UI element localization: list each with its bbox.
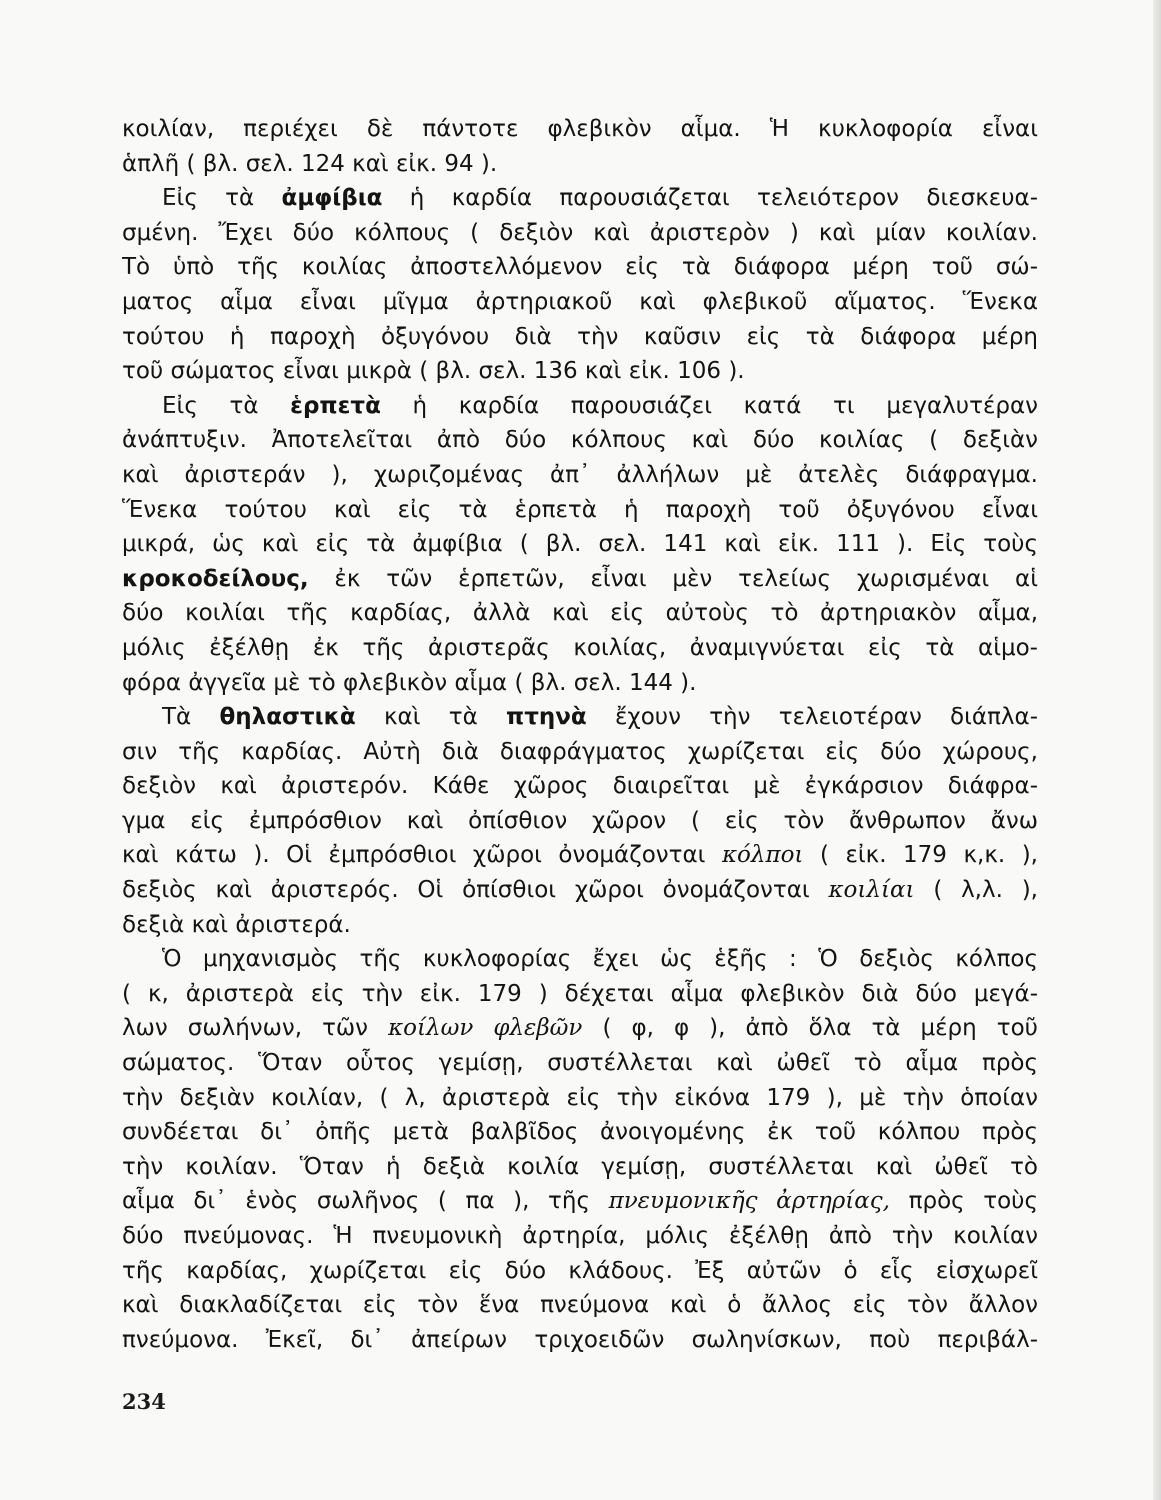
text-line [122,666,1038,701]
text-line [122,320,1038,355]
text-run: ἡ καρδία παρουσιάζεται τελειότερον διεσκευα- [382,185,1038,212]
bold-term: πτηνὰ [506,704,587,731]
text-line [122,1115,1038,1150]
text-line [122,1288,1038,1323]
text-run: μόλις ἐξέλθῃ ἐκ τῆς ἀριστερᾶς κοιλίας, ἀναμιγνύεται εἰς τὰ αἱμο- [122,634,1038,661]
text-line [122,942,1038,977]
text-line [122,1184,1038,1219]
text-line [122,423,1038,458]
text-line [122,735,1038,770]
text-line [122,838,1038,873]
text-line [122,977,1038,1012]
text-line [122,216,1038,251]
text-line [122,250,1038,285]
text-run: μικρά, ὡς καὶ εἰς τὰ ἀμφίβια ( βλ. σελ. 141 καὶ εἰκ. 111 ). Εἰς τοὺς [122,531,1038,558]
text-run: τὴν κοιλίαν. Ὅταν ἡ δεξιὰ κοιλία γεμίσῃ, συστέλλεται καὶ ὠθεῖ τὸ [122,1153,1038,1180]
text-run: Ὁ μηχανισμὸς τῆς κυκλοφορίας ἔχει ὡς ἑξῆς : Ὁ δεξιὸς κόλπος [162,946,1038,973]
text-run: ( εἰκ. 179 κ,κ. ), [803,842,1038,869]
text-run: καὶ διακλαδίζεται εἰς τὸν ἕνα πνεύμονα καὶ ὁ ἄλλος εἰς τὸν ἄλλον [122,1292,1038,1319]
text-line [122,458,1038,493]
bold-term: ἑρπετὰ [290,392,381,419]
text-run: σώματος. Ὅταν οὗτος γεμίσῃ, συστέλλεται καὶ ὠθεῖ τὸ αἷμα πρὸς [122,1050,1038,1077]
bold-term: ἀμφίβια [281,185,383,212]
text-run: δεξιὸς καὶ ἀριστερός. Οἱ ὀπίσθιοι χῶροι ὀνομάζονται [122,877,829,904]
text-line [122,1150,1038,1185]
text-run: καὶ τὰ [355,704,507,731]
text-run: ἔχουν τὴν τελειοτέραν διάπλα- [586,704,1038,731]
text-run: δύο πνεύμονας. Ἡ πνευμονικὴ ἀρτηρία, μόλις ἐξέλθῃ ἀπὸ τὴν κοιλίαν [122,1223,1038,1249]
text-line [122,112,1038,147]
text-run: καὶ ἀριστεράν ), χωριζομένας ἀπ᾽ ἀλλήλων μὲ ἀτελὲς διάφραγμα. [122,461,1038,488]
text-line [122,562,1038,597]
text-run: ἀνάπτυξιν. Ἀποτελεῖται ἀπὸ δύο κόλπους καὶ δύο κοιλίας ( δεξιὰν [122,427,1038,454]
text-run: συνδέεται δι᾽ ὀπῆς μετὰ βαλβῖδος ἀνοιγομένης ἐκ τοῦ κόλπου πρὸς [122,1119,1038,1146]
text-run: Τὸ ὑπὸ τῆς κοιλίας ἀποστελλόμενον εἰς τὰ διάφορα μέρη τοῦ σώ- [122,254,1038,281]
text-run: λων σωλήνων, τῶν [122,1015,389,1042]
text-line [122,1219,1038,1254]
text-run: ἡ καρδία παρουσιάζει κατά τι μεγαλυτέραν [380,392,1038,419]
text-run: ἐκ τῶν ἑρπετῶν, εἶναι μὲν τελείως χωρισμέναι αἱ [308,565,1038,592]
text-run: ( λ,λ. ), [914,877,1038,904]
text-run: δύο κοιλίαι τῆς καρδίας, ἀλλὰ καὶ εἰς αὐτοὺς τὸ ἀρτηριακὸν αἷμα, [122,600,1038,627]
text-line [122,804,1038,839]
text-line [122,147,1038,182]
text-run: σιν τῆς καρδίας. Αὐτὴ διὰ διαφράγματος χωρίζεται εἰς δύο χώρους, [122,738,1038,765]
text-run: γμα εἰς ἐμπρόσθιον καὶ ὀπίσθιον χῶρον ( εἰς τὸν ἄνθρωπον ἄνω [122,807,1038,834]
text-line [122,769,1038,804]
text-line [122,700,1038,735]
text-line [122,1011,1038,1046]
italic-term: κοιλίαι [828,877,915,904]
text-line [122,1046,1038,1081]
text-run: ( φ, φ ), ἀπὸ ὅλα τὰ μέρη τοῦ [582,1015,1038,1042]
bold-term: θηλαστικὰ [219,704,356,731]
text-run: αἷμα δι᾽ ἑνὸς σωλῆνος ( πα ), τῆς [122,1188,609,1215]
text-line [122,389,1038,424]
text-line [122,908,1038,943]
text-run: σμένη. Ἔχει δύο κόλπους ( δεξιὸν καὶ ἀριστερὸν ) καὶ μίαν κοιλίαν. [122,219,1038,246]
text-run: Ἕνεκα τούτου καὶ εἰς τὰ ἑρπετὰ ἡ παροχὴ τοῦ ὀξυγόνου εἶναι [122,496,1038,523]
text-line [122,285,1038,320]
text-run: Εἰς τὰ [162,185,282,212]
italic-term: πνευμονικῆς ἀρτηρίας, [608,1188,890,1215]
text-line [122,1323,1038,1358]
text-line [122,181,1038,216]
text-run: κοιλίαν, περιέχει δὲ πάντοτε φλεβικὸν αἷμα. Ἡ κυκλοφορία εἶναι [122,116,1038,142]
text-run: Τὰ [162,704,220,731]
text-run: δεξιὰ καὶ ἀριστερά. [122,911,351,938]
text-line [122,354,1038,389]
text-line [122,527,1038,562]
text-run: ἁπλῆ ( βλ. σελ. 124 καὶ εἰκ. 94 ). [122,150,498,177]
text-run: Εἰς τὰ [162,392,291,419]
text-line [122,631,1038,666]
text-run: τὴν δεξιὰν κοιλίαν, ( λ, ἀριστερὰ εἰς τὴν εἰκόνα 179 ), μὲ τὴν ὁποίαν [122,1084,1038,1111]
page-edge-shadow [1153,0,1161,1500]
text-line [122,1254,1038,1289]
bold-term: κροκοδείλους, [122,565,309,592]
italic-term: κοίλων φλεβῶν [388,1015,583,1042]
body-text [122,112,1038,1357]
text-run: καὶ κάτω ). Οἱ ἐμπρόσθιοι χῶροι ὀνομάζονται [122,842,722,869]
italic-term: κόλποι [721,842,804,869]
text-run: πνεύμονα. Ἐκεῖ, δι᾽ ἀπείρων τριχοειδῶν σωληνίσκων, ποὺ περιβάλ- [122,1326,1038,1353]
text-run: τούτου ἡ παροχὴ ὀξυγόνου διὰ τὴν καῦσιν εἰς τὰ διάφορα μέρη [122,323,1038,350]
text-line [122,493,1038,528]
text-line [122,1081,1038,1116]
text-line [122,596,1038,631]
text-run: τῆς καρδίας, χωρίζεται εἰς δύο κλάδους. Ἐξ αὐτῶν ὁ εἷς εἰσχωρεῖ [122,1257,1038,1284]
text-line [122,873,1038,908]
text-run: τοῦ σώματος εἶναι μικρὰ ( βλ. σελ. 136 καὶ εἰκ. 106 ). [122,358,745,385]
text-run: ματος αἷμα εἶναι μῖγμα ἀρτηριακοῦ καὶ φλεβικοῦ αἵματος. Ἕνεκα [122,288,1038,315]
text-run: ( κ, ἀριστερὰ εἰς τὴν εἰκ. 179 ) δέχεται αἷμα φλεβικὸν διὰ δύο μεγά- [122,980,1038,1007]
text-run: δεξιὸν καὶ ἀριστερόν. Κάθε χῶρος διαιρεῖται μὲ ἐγκάρσιον διάφρα- [122,773,1038,800]
text-run: φόρα ἀγγεῖα μὲ τὸ φλεβικὸν αἷμα ( βλ. σελ. 144 ). [122,669,697,696]
page-number: 234 [122,1389,166,1414]
text-run: πρὸς τοὺς [890,1188,1038,1215]
